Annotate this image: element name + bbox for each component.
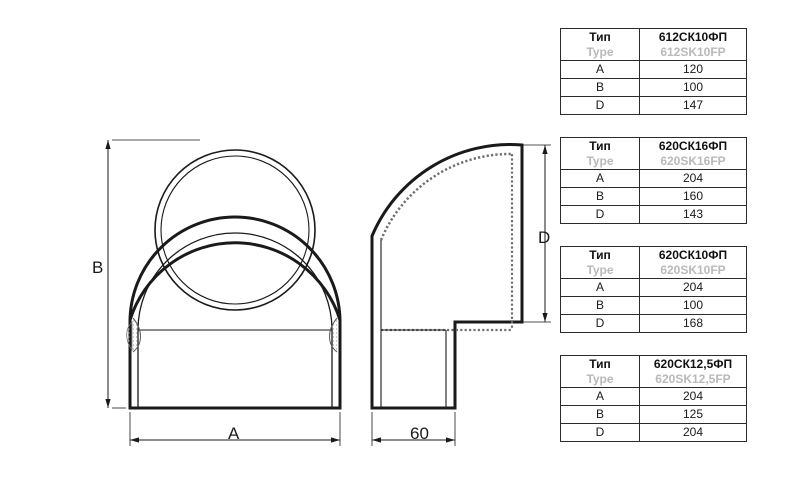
dim-value: 204 — [640, 424, 747, 442]
table-row — [561, 406, 747, 424]
dim-label: B — [561, 297, 640, 315]
spec-table-2 — [560, 137, 747, 224]
spec-table-3 — [560, 246, 747, 333]
type-label-ru: Тип — [561, 29, 640, 46]
dim-value: 204 — [640, 170, 747, 188]
type-value-ru: 620СК12,5ФП — [640, 356, 747, 373]
type-value-en: 620SK12,5FP — [640, 372, 747, 388]
dimension-label-b: B — [92, 258, 104, 277]
type-value-ru: 620СК16ФП — [640, 138, 747, 155]
dimension-label-60: 60 — [410, 424, 429, 443]
dim-label: A — [561, 388, 640, 406]
table-row — [561, 206, 747, 224]
type-value-en: 620SK16FP — [640, 154, 747, 170]
dim-value: 147 — [640, 97, 747, 115]
type-value-ru: 620СК10ФП — [640, 247, 747, 264]
table-row — [561, 388, 747, 406]
type-value-ru: 612СК10ФП — [640, 29, 747, 46]
dim-value: 168 — [640, 315, 747, 333]
table-row — [561, 97, 747, 115]
dim-label: D — [561, 206, 640, 224]
table-row — [561, 138, 747, 155]
type-label-en: Type — [561, 372, 640, 388]
dim-label: D — [561, 315, 640, 333]
dim-value: 143 — [640, 206, 747, 224]
table-row — [561, 45, 747, 61]
dimension-b — [108, 140, 200, 408]
type-label-ru: Тип — [561, 356, 640, 373]
dim-label: A — [561, 61, 640, 79]
spec-table-4 — [560, 355, 747, 442]
table-row — [561, 424, 747, 442]
type-label-ru: Тип — [561, 138, 640, 155]
type-label-en: Type — [561, 154, 640, 170]
table-row — [561, 263, 747, 279]
table-row — [561, 279, 747, 297]
type-label-ru: Тип — [561, 247, 640, 264]
type-value-en: 620SK10FP — [640, 263, 747, 279]
spec-table-1 — [560, 28, 747, 115]
dim-label: A — [561, 170, 640, 188]
dimension-label-a: A — [228, 424, 240, 443]
dim-label: B — [561, 406, 640, 424]
table-row — [561, 247, 747, 264]
dim-label: B — [561, 79, 640, 97]
dim-label: A — [561, 279, 640, 297]
dim-value: 120 — [640, 61, 747, 79]
dim-label: D — [561, 424, 640, 442]
dim-value: 160 — [640, 188, 747, 206]
front-view-geometry — [127, 150, 340, 408]
table-row — [561, 188, 747, 206]
type-label-en: Type — [561, 45, 640, 61]
table-row — [561, 372, 747, 388]
table-row — [561, 29, 747, 46]
dim-label: B — [561, 188, 640, 206]
type-value-en: 612SK10FP — [640, 45, 747, 61]
type-label-en: Type — [561, 263, 640, 279]
table-row — [561, 297, 747, 315]
table-row — [561, 356, 747, 373]
dimension-label-d: D — [538, 228, 551, 247]
table-row — [561, 61, 747, 79]
dim-value: 204 — [640, 279, 747, 297]
table-row — [561, 170, 747, 188]
dim-value: 100 — [640, 79, 747, 97]
spec-tables — [560, 28, 760, 464]
dim-label: D — [561, 97, 640, 115]
side-view-geometry — [372, 145, 522, 408]
table-row — [561, 315, 747, 333]
dim-value: 204 — [640, 388, 747, 406]
table-row — [561, 154, 747, 170]
dim-value: 100 — [640, 297, 747, 315]
dim-value: 125 — [640, 406, 747, 424]
table-row — [561, 79, 747, 97]
